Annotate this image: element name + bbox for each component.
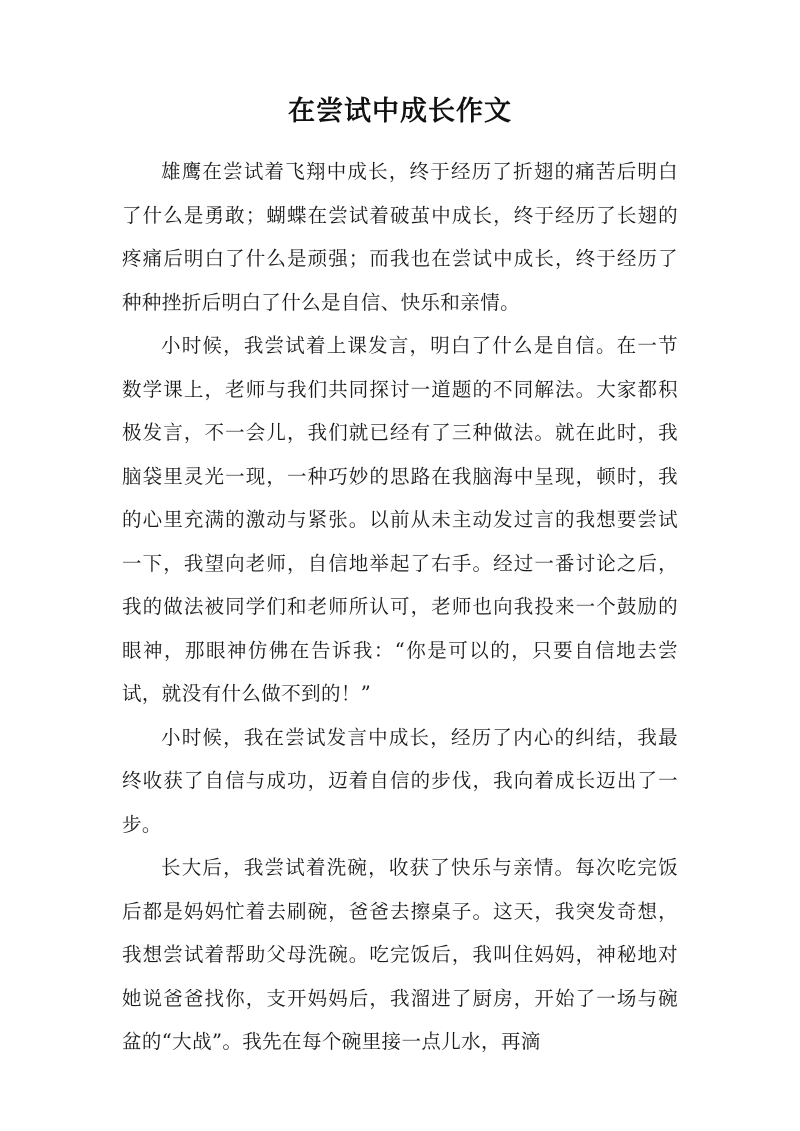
paragraph-childhood-summary: 小时候，我在尝试发言中成长，经历了内心的纠结，我最终收获了自信与成功，迈着自信的步伐，我向着成长迈出了一步。 (122, 725, 678, 836)
paragraph-intro: 雄鹰在尝试着飞翔中成长，终于经历了折翅的痛苦后明白了什么是勇敢；蝴蝶在尝试着破茧中成长，终于经历了长翅的疼痛后明白了什么是顽强；而我也在尝试中成长，终于经历了种种挫折后明白了什么是自信、快乐和亲情。 (122, 160, 678, 314)
paragraph-washing-dishes: 长大后，我尝试着洗碗，收获了快乐与亲情。每次吃完饭后都是妈妈忙着去刷碗，爸爸去擦桌子。这天，我突发奇想，我想尝试着帮助父母洗碗。吃完饭后，我叫住妈妈，神秘地对她说爸爸找你，支开妈妈后，我溜进了厨房，开始了一场与碗盆的“大战”。我先在每个碗里接一点儿水，再滴 (122, 856, 678, 1053)
paragraph-childhood-speaking: 小时候，我尝试着上课发言，明白了什么是自信。在一节数学课上，老师与我们共同探讨一道题的不同解法。大家都积极发言，不一会儿，我们就已经有了三种做法。就在此时，我脑袋里灵光一现，一种巧妙的思路在我脑海中呈现，顿时，我的心里充满的激动与紧张。以前从未主动发过言的我想要尝试一下，我望向老师，自信地举起了右手。经过一番讨论之后，我的做法被同学们和老师所认可，老师也向我投来一个鼓励的眼神，那眼神仿佛在告诉我：“你是可以的，只要自信地去尝试，就没有什么做不到的！” (122, 334, 678, 705)
document-title: 在尝试中成长作文 (288, 96, 512, 127)
